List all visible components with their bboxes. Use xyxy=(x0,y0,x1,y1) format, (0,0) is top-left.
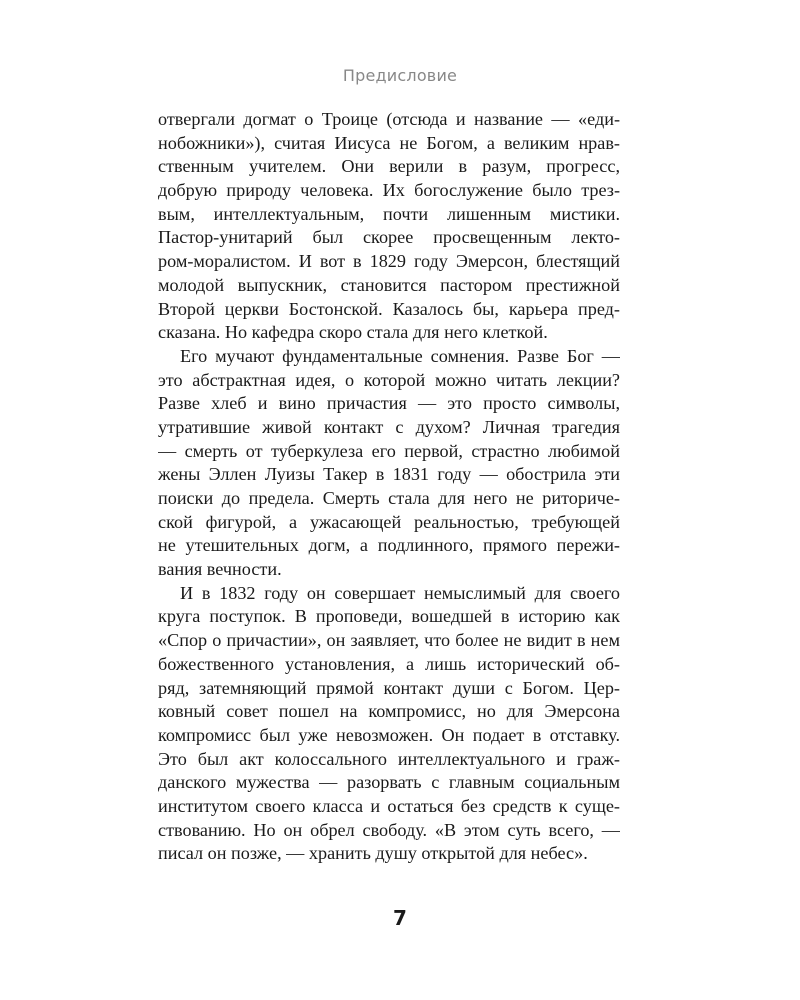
text-line: «Спор о причастии», он заявляет, что более не видит в нем xyxy=(158,630,620,651)
text-line: ствованию. Но он обрел свободу. «В этом суть всего, — xyxy=(158,819,620,840)
paragraph xyxy=(158,108,620,345)
text-line: И в 1832 году он совершает немыслимый для своего xyxy=(180,582,620,603)
text-line: круга поступок. В проповеди, вошедшей в историю как xyxy=(158,606,620,627)
text-line: утратившие живой контакт с духом? Личная трагедия xyxy=(158,416,620,437)
text-line: ственным учителем. Они верили в разум, прогресс, xyxy=(158,156,620,177)
text-line: отвергали догмат о Троице (отсюда и название — «еди- xyxy=(158,109,620,129)
text-line: ковный совет пошел на компромисс, но для Эмерсона xyxy=(158,701,620,722)
text-line: компромисс был уже невозможен. Он подает в отставку. xyxy=(158,724,620,745)
text-line: молодой выпускник, становится пастором престижной xyxy=(158,274,620,295)
paragraph xyxy=(158,345,620,582)
text-line: Это был акт колоссального интеллектуального и граж- xyxy=(158,748,620,769)
text-line: божественного установления, а лишь исторический об- xyxy=(158,653,620,674)
body-text xyxy=(158,108,620,866)
text-line: нобожники»), считая Иисуса не Богом, а великим нрав- xyxy=(158,132,620,153)
text-line: сказана. Но кафедра скоро стала для него клеткой. xyxy=(158,322,548,343)
text-line: — смерть от туберкулеза его первой, страстно любимой xyxy=(158,440,620,461)
text-line: вым, интеллектуальным, почти лишенным мистики. xyxy=(158,203,620,224)
text-line: это абстрактная идея, о которой можно читать лекции? xyxy=(158,369,620,390)
text-line: данского мужества — разорвать с главным социальным xyxy=(158,772,620,793)
text-line: Разве хлеб и вино причастия — это просто символы, xyxy=(158,393,620,414)
text-line: вания вечности. xyxy=(158,559,282,580)
paragraph xyxy=(158,582,620,866)
text-line: жены Эллен Луизы Такер в 1831 году — обострила эти xyxy=(158,464,620,485)
text-line: добрую природу человека. Их богослужение было трез- xyxy=(158,180,620,201)
text-line: ром-моралистом. И вот в 1829 году Эмерсон, блестящий xyxy=(158,251,620,272)
text-line: институтом своего класса и остаться без средств к суще- xyxy=(158,795,620,816)
text-line: Второй церкви Бостонской. Казалось бы, карьера пред- xyxy=(158,298,620,319)
text-line: не утешительных догм, а подлинного, прямого пережи- xyxy=(158,535,620,556)
text-line: поиски до предела. Смерть стала для него не риториче- xyxy=(158,488,620,508)
text-line: писал он позже, — хранить душу открытой для небес». xyxy=(158,843,588,864)
text-line: Пастор-унитарий был скорее просвещенным лекто- xyxy=(158,227,620,248)
running-header: Предисловие xyxy=(342,66,458,85)
page-number: 7 xyxy=(393,906,407,930)
text-line: ряд, затемняющий прямой контакт души с Богом. Цер- xyxy=(158,677,620,698)
text-line: Его мучают фундаментальные сомнения. Разве Бог — xyxy=(180,345,620,366)
text-line: ской фигурой, а ужасающей реальностью, требующей xyxy=(158,511,620,532)
